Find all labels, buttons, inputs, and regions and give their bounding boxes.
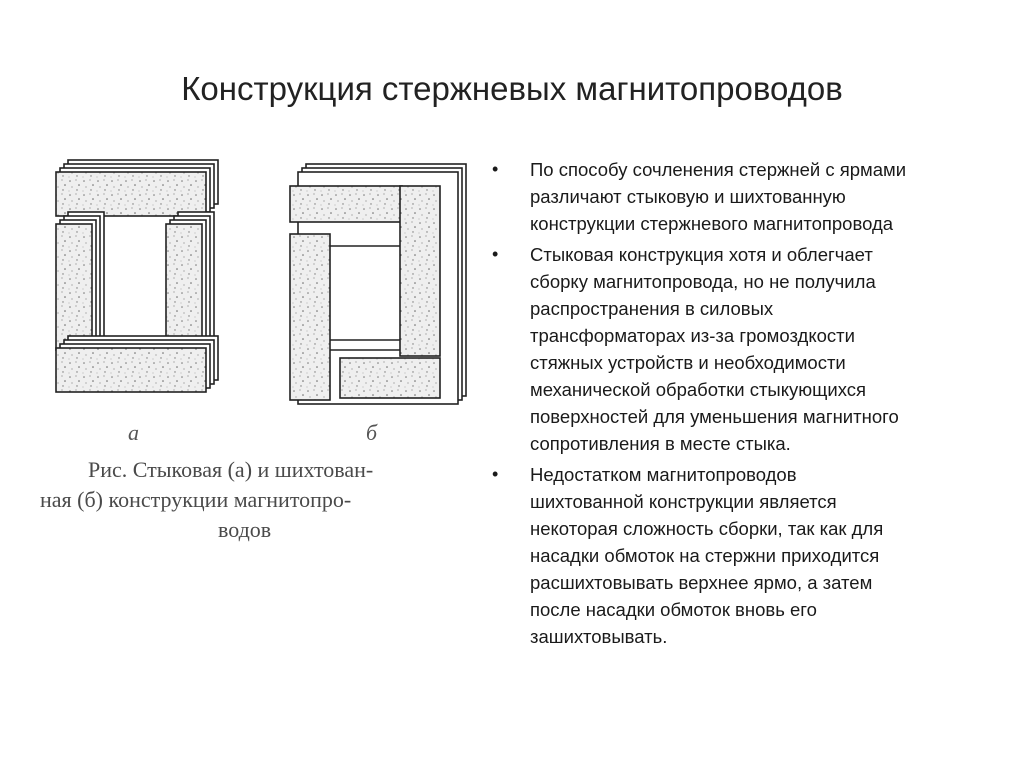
core-illustration <box>40 150 480 450</box>
bullet-line: зашихтовывать. <box>530 626 668 647</box>
bullet-list <box>492 156 982 654</box>
core-butt-joint <box>56 160 218 392</box>
bullet-line: расшихтовывать верхнее ярмо, а затем <box>530 572 873 593</box>
bullet-dot: • <box>492 464 499 484</box>
bullet-dot: • <box>492 159 499 179</box>
bullet-line: сборку магнитопровода, но не получила <box>530 271 876 292</box>
bullet-line: распространения в силовых <box>530 298 774 319</box>
bullet-line: Стыковая конструкция хотя и облегчает <box>530 244 873 265</box>
bullet-line: сопротивления в месте стыка. <box>530 433 791 454</box>
bullet-line: шихтованной конструкции является <box>530 491 837 512</box>
figure-label-b: б <box>366 420 378 445</box>
caption-line: ная (б) конструкции магнитопро- <box>40 487 352 512</box>
bullet-line: некоторая сложность сборки, так как для <box>530 518 884 539</box>
bullet-dot: • <box>492 244 499 264</box>
slide-title: Конструкция стержневых магнитопроводов <box>181 70 843 107</box>
figure-caption <box>40 455 478 545</box>
bullet-line: Недостатком магнитопроводов <box>530 464 797 485</box>
figure <box>40 150 480 570</box>
bullet-line: после насадки обмоток вновь его <box>530 599 817 620</box>
bullet-item <box>492 241 982 457</box>
bullet-item <box>492 156 982 237</box>
bullet-line: поверхностей для уменьшения магнитного <box>530 406 899 427</box>
bullet-line: трансформаторах из-за громоздкости <box>530 325 855 346</box>
bullet-line: механической обработки стыкующихся <box>530 379 867 400</box>
bullet-line: стяжных устройств и необходимости <box>530 352 846 373</box>
bullet-line: По способу сочленения стержней с ярмами <box>530 159 907 180</box>
figure-label-a: а <box>128 420 139 445</box>
bullet-item <box>492 461 982 650</box>
caption-line: Рис. Стыковая (а) и шихтован- <box>88 457 374 482</box>
bullet-line: различают стыковую и шихтованную <box>530 186 846 207</box>
bullet-line: конструкции стержневого магнитопровода <box>530 213 894 234</box>
bullet-line: насадки обмоток на стержни приходится <box>530 545 880 566</box>
caption-line: водов <box>218 517 272 542</box>
core-interleaved <box>290 164 466 404</box>
